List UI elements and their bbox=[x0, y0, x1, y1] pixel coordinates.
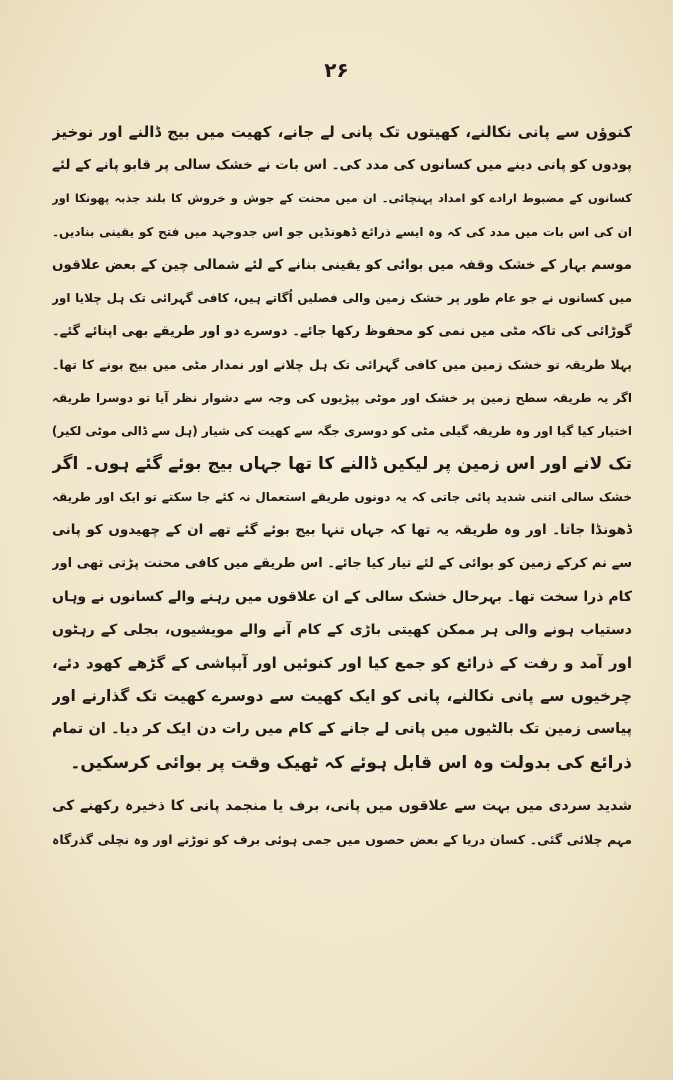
text-line: اگر یہ طریقہ سطح زمین پر خشک اور موٹی پپڑیوں کی وجہ سے دشوار نظر آیا تو دوسرا طریقہ bbox=[52, 390, 632, 405]
text-line: سے نم کرکے زمین کو بوائی کے لئے تیار کیا جائے۔ اس طریقے میں کافی محنت پڑتی تھی اور bbox=[52, 556, 632, 572]
text-line: گوڑائی کی تاکہ مٹی میں نمی کو محفوظ رکھا جائے۔ دوسرے دو اور طریقے بھی اپنائے گئے۔ bbox=[52, 324, 632, 340]
text-line: پودوں کو پانی دینے میں کسانوں کی مدد کی۔ اس بات نے خشک سالی پر قابو پانے کے لئے bbox=[52, 157, 632, 174]
text-line: خشک سالی اتنی شدید پائی جاتی کہ یہ دونوں طریقے استعمال نہ کئے جا سکتے تو ایک اور طریقہ bbox=[52, 490, 632, 505]
text-line: تک لانے اور اس زمین پر لیکیں ڈالنے کا تھا جہاں بیج بوئے گئے ہوں۔ اگر bbox=[52, 453, 632, 474]
text-line: کسانوں کے مضبوط ارادے کو امداد پہنچائی۔ ان میں محنت کے جوش و خروش کا بلند جذبہ پھونکا اور bbox=[52, 191, 632, 206]
text-line: دستیاب ہونے والی ہر ممکن کھیتی باڑی کے کام آنے والے مویشیوں، بجلی کے رہٹوں bbox=[52, 621, 632, 638]
text-line: پیاسی زمین تک بالٹیوں میں پانی لے جانے کے کام میں رات دن ایک کر دیا۔ ان تمام bbox=[52, 721, 632, 738]
body-text bbox=[52, 116, 632, 856]
text-line: ان کی اس بات میں مدد کی کہ وہ ایسے ذرائع ڈھونڈیں جو اس جدوجہد میں فتح کو یقینی بنادیں۔ bbox=[52, 224, 632, 239]
text-line: پہلا طریقہ تو خشک زمین میں کافی گہرائی تک ہل چلانے اور نمدار مٹی میں بیج بونے کا تھا۔ bbox=[52, 357, 632, 373]
text-line: میں کسانوں نے جو عام طور پر خشک زمین والی فصلیں اُگاتے ہیں، کافی گہرائی تک ہل چلایا اور bbox=[52, 290, 632, 305]
text-line: کام ذرا سخت تھا۔ بہرحال خشک سالی کے ان علاقوں میں رہنے والے کسانوں نے وہاں bbox=[52, 588, 632, 605]
text-line: موسم بہار کے خشک وقفہ میں بوائی کو یقینی بنانے کے لئے شمالی چین کے بعض علاقوں bbox=[52, 256, 632, 273]
page-number: ۲۶ bbox=[324, 58, 349, 82]
text-line: کنوؤں سے پانی نکالنے، کھیتوں تک پانی لے جانے، کھیت میں بیج ڈالنے اور نوخیز bbox=[52, 123, 632, 141]
text-line: چرخیوں سے پانی نکالنے، پانی کو ایک کھیت سے دوسرے کھیت تک گذارنے اور bbox=[52, 687, 632, 706]
text-line: اور آمد و رفت کے ذرائع کو جمع کیا اور کنوئیں اور آبپاشی کے گڑھے کھود دئے، bbox=[52, 654, 632, 672]
text-line: شدید سردی میں بہت سے علاقوں میں پانی، برف یا منجمد پانی کا ذخیرہ رکھنے کی bbox=[52, 797, 632, 814]
text-line: ذرائع کی بدولت وہ اس قابل ہوئے کہ ٹھیک وقت پر بوائی کرسکیں۔ bbox=[70, 752, 632, 773]
text-line: مہم چلائی گئی۔ کسان دریا کے بعض حصوں میں جمی ہوئی برف کو توڑتے اور وہ نچلی گذرگاہ bbox=[52, 831, 632, 847]
paragraph-gap bbox=[52, 780, 632, 790]
text-line: ڈھونڈا جاتا۔ اور وہ طریقہ یہ تھا کہ جہاں تنہا بیج بوئے گئے تھے ان کے چھیدوں کو پانی bbox=[52, 522, 632, 539]
text-line: اختیار کیا گیا اور وہ طریقہ گیلی مٹی کو دوسری جگہ سے کھیت کی شیار (ہل سے ڈالی موٹی لکیر) bbox=[52, 423, 632, 438]
